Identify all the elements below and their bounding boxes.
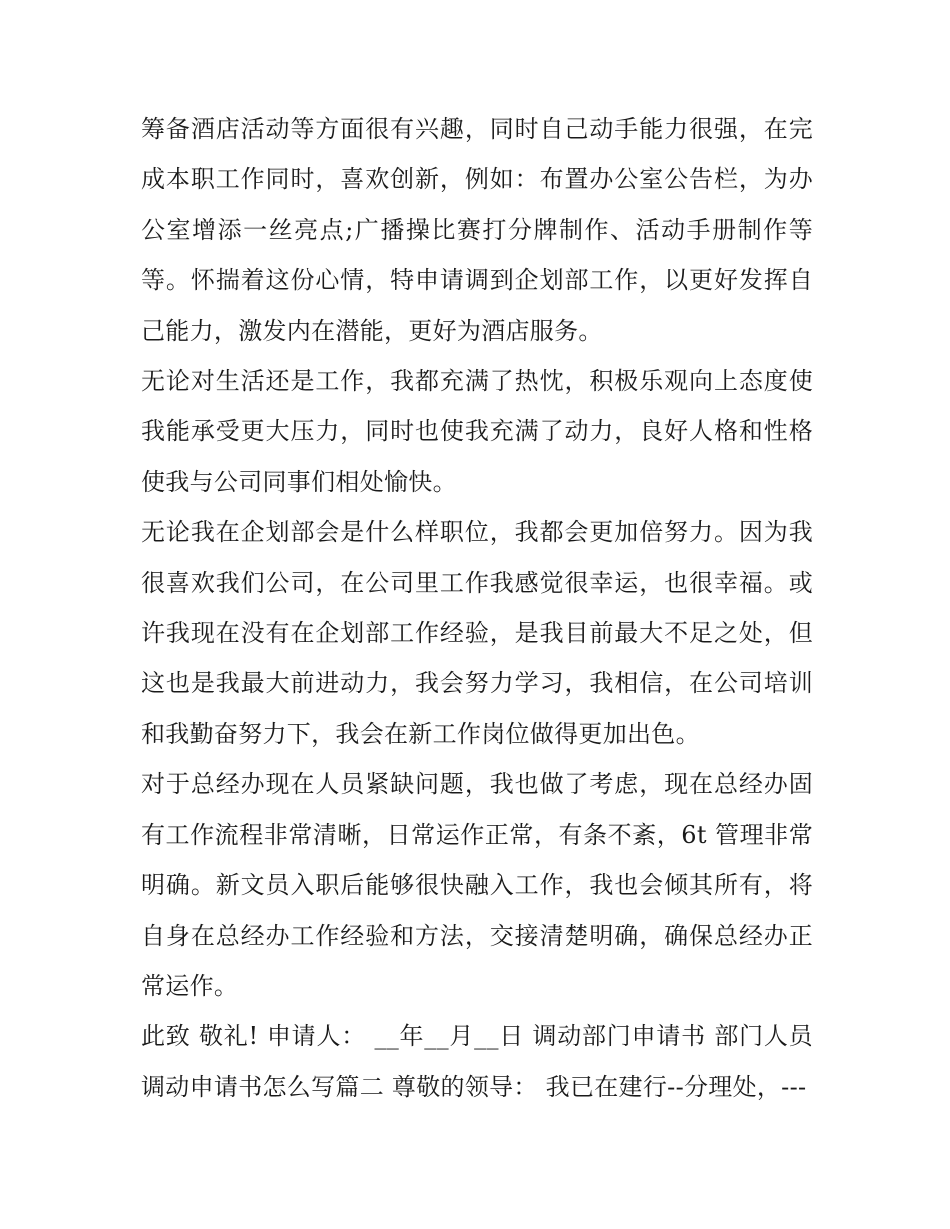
paragraph-work-attitude: 无论对生活还是工作，我都充满了热忱，积极乐观向上态度使我能承受更大压力，同时也使我充满了动力，良好人格和性格使我与公司同事们相处愉快。 — [141, 367, 813, 496]
paragraph-closing-and-next-letter: 此致 敬礼! 申请人： __年__月__日 调动部门申请书 部门人员调动申请书怎么写篇二 尊敬的领导： 我已在建行--分理处，--- — [141, 1022, 813, 1101]
document-body — [141, 104, 813, 1112]
paragraph-effort-commitment: 无论我在企划部会是什么样职位，我都会更加倍努力。因为我很喜欢我们公司，在公司里工作我感觉很幸运，也很幸福。或许我现在没有在企划部工作经验，是我目前最大不足之处，但这也是我最大前进动力，我会努力学习，我相信，在公司培训和我勤奋努力下，我会在新工作岗位做得更加出色。 — [141, 518, 813, 748]
paragraph-interest-innovation: 筹备酒店活动等方面很有兴趣，同时自己动手能力很强，在完成本职工作同时，喜欢创新，例如：布置办公室公告栏，为办公室增添一丝亮点;广播操比赛打分牌制作、活动手册制作等等。怀揣着这份心情，特申请调到企划部工作，以更好发挥自己能力，激发内在潜能，更好为酒店服务。 — [141, 115, 813, 345]
paragraph-staffing-handover: 对于总经办现在人员紧缺问题，我也做了考虑，现在总经办固有工作流程非常清晰，日常运作正常，有条不紊，6t 管理非常明确。新文员入职后能够很快融入工作，我也会倾其所有，将自身在总经办工作经验和方法，交接清楚明确，确保总经办正常运作。 — [141, 770, 813, 1000]
